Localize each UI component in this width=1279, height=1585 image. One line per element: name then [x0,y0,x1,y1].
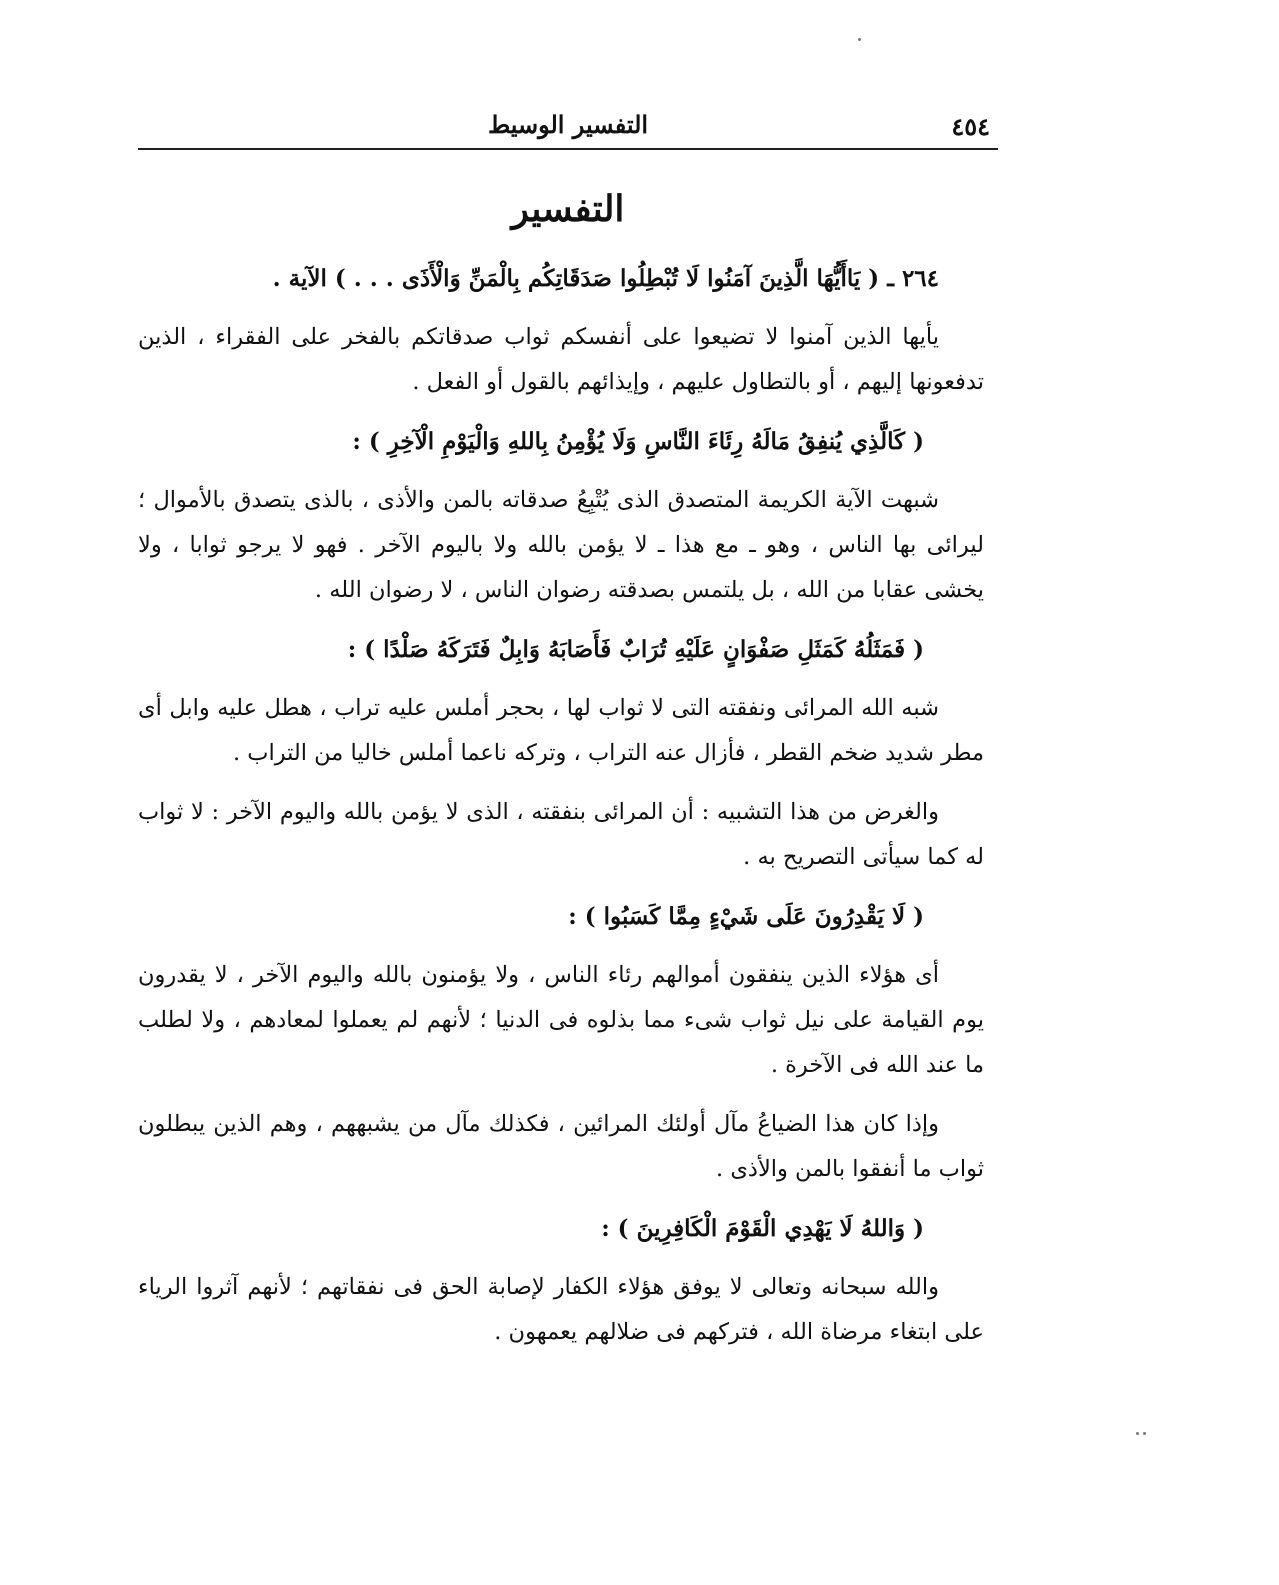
spacer [138,1088,984,1102]
running-header [138,108,998,150]
spacer [138,1192,984,1206]
spacer [138,939,984,953]
verse-quote-riaa: ( كَالَّذِي يُنفِقُ مَالَهُ رِئَاءَ النَّاسِ وَلَا يُؤْمِنُ بِاللهِ وَالْيَوْمِ الْآخِرِ ) : [352,428,924,455]
paragraph-intro: يأيها الذين آمنوا لا تضيعوا على أنفسكم ثواب صدقاتكم بالفخر على الفقراء ، الذين تدفعونها إليهم ، أو بالتطاول عليهم ، وإيذائهم بالقول أو الفعل . [138,324,984,395]
scan-speck [858,38,861,41]
verse-quote-safwan: ( فَمَثَلُهُ كَمَثَلِ صَفْوَانٍ عَلَيْهِ تُرَابٌ فَأَصَابَهُ وَابِلٌ فَتَرَكَهُ صَلْدًا ) : [347,636,924,663]
paragraph-diyaa: وإذا كان هذا الضياعُ مآل أولئك المرائين ، فكذلك مآل من يشبههم ، وهم الذين يبطلون ثواب ما أنفقوا بالمن والأذى . [138,1111,984,1182]
section-heading: التفسير [511,188,625,230]
page-number: ٤٥٤ [951,112,990,141]
spacer [138,405,984,419]
body-text [138,256,984,1355]
paragraph-hajar: شبه الله المرائى ونفقته التى لا ثواب لها ، بحجر أملس عليه تراب ، هطل عليه وابل أى مطر شديد ضخم القطر ، فأزال عنه التراب ، وتركه ناعما أملس خاليا من التراب . [138,695,984,766]
scan-speck [1143,1432,1146,1435]
spacer [138,880,984,894]
paragraph-closing: والله سبحانه وتعالى لا يوفق هؤلاء الكفار لإصابة الحق فى نفقاتهم ؛ لأنهم آثروا الرياء على ابتغاء مرضاة الله ، فتركهم فى ضلالهم يعمهون . [138,1274,984,1345]
verse-quote-la-yaqdiroon: ( لَا يَقْدِرُونَ عَلَى شَيْءٍ مِمَّا كَسَبُوا ) : [568,903,924,930]
spacer [138,1251,984,1265]
paragraph-tashbih: شبهت الآية الكريمة المتصدق الذى يُتْبِعُ صدقاته بالمن والأذى ، بالذى يتصدق بالأموال ؛ ليرائى بها الناس ، وهو ـ مع هذا ـ لا يؤمن بالله ولا باليوم الآخر . فهو لا يرجو ثوابا ، ولا يخشى عقابا من الله ، بل يلتمس بصدقته رضوان الناس ، لا رضوان الله . [138,487,984,603]
spacer [138,613,984,627]
book-title: التفسير الوسيط [487,110,649,139]
spacer [138,464,984,478]
spacer [138,776,984,790]
verse-heading-264: ٢٦٤ ـ ( يَاأَيُّهَا الَّذِينَ آمَنُوا لَا تُبْطِلُوا صَدَقَاتِكُم بِالْمَنِّ وَالْأَذَى . . . ) الآية . [272,265,939,292]
spacer [138,672,984,686]
paragraph-haulaa: أى هؤلاء الذين ينفقون أموالهم رئاء الناس ، ولا يؤمنون بالله واليوم الآخر ، لا يقدرون يوم القيامة على نيل ثواب شىء مما بذلوه فى الدنيا ؛ لأنهم لم يعملوا لمعادهم ، ولا لطلب ما عند الله فى الآخرة . [138,962,984,1078]
verse-quote-la-yahdi: ( وَاللهُ لَا يَهْدِي الْقَوْمَ الْكَافِرِينَ ) : [601,1215,924,1242]
scan-speck [1136,1432,1139,1435]
spacer [138,301,984,315]
paragraph-gharad: والغرض من هذا التشبيه : أن المرائى بنفقته ، الذى لا يؤمن بالله واليوم الآخر : لا ثواب له كما سيأتى التصريح به . [138,799,984,870]
